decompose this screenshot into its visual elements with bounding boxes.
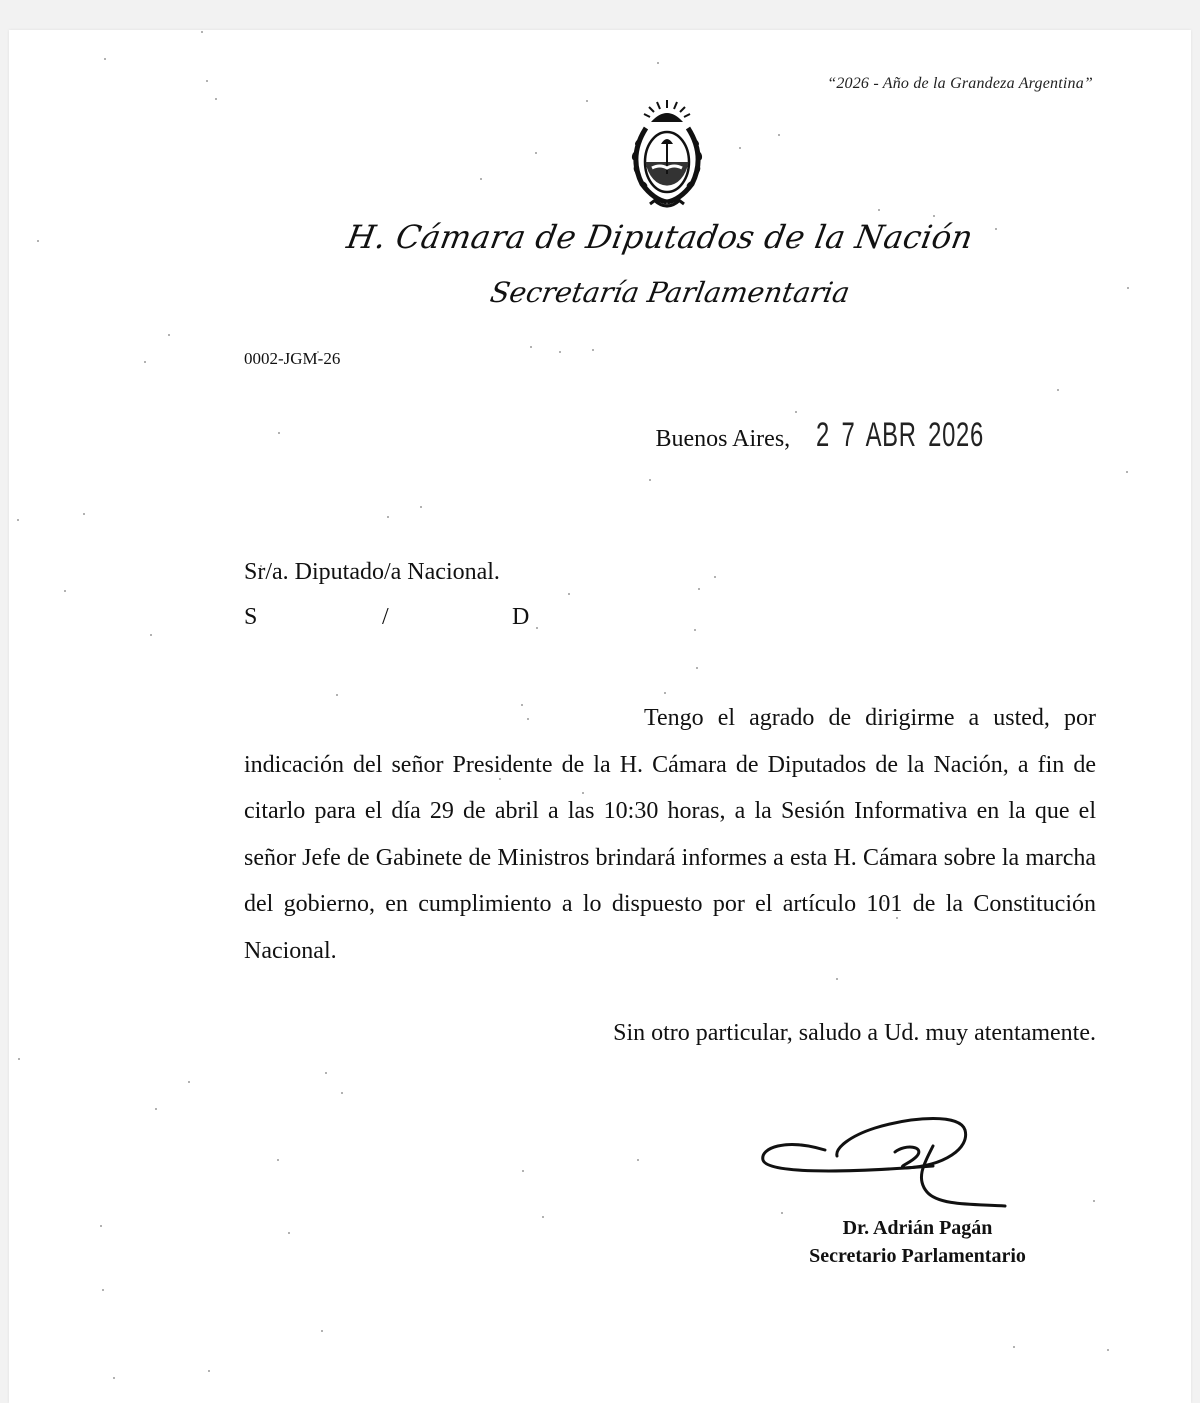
paper-speck [341,1092,343,1094]
handwritten-signature [755,1108,1025,1218]
paper-speck [1013,1346,1015,1348]
reference-number: 0002-JGM-26 [244,349,341,368]
paper-speck [201,31,203,33]
paper-speck [1127,287,1129,289]
paper-speck [206,80,208,82]
paper-speck [542,1216,544,1218]
date-stamp: 2 7 ABR 2026 [816,416,985,454]
year-motto: “2026 - Año de la Grandeza Argentina” [827,75,1093,92]
paper-speck [649,479,651,481]
paper-speck [696,667,698,669]
letter-body: Tengo el agrado de dirigirme a usted, por indicación del señor Presidente de la H. Cámara de Diputados de la Nación, a fin de citarlo para el día 29 de abril a las 10:30 horas, a la Sesión Informativa en la que el señor Jefe de Gabinete de Ministros brindará informes a esta H. Cámara sobre la marcha del gobierno, en cumplimiento a lo dispuesto por el artículo 101 de la Constitución Nacional. [244,705,1096,964]
paper-speck [698,588,700,590]
paper-speck [530,346,532,348]
paper-speck [100,1225,102,1227]
paper-speck [113,1377,115,1379]
paper-speck [102,1289,104,1291]
closing-line: Sin otro particular, saludo a Ud. muy atentamente. [613,1020,1096,1046]
paper-speck [535,152,537,154]
department-name: Secretaría Parlamentaria [487,276,853,309]
paper-speck [586,100,588,102]
paper-speck [1107,1349,1109,1351]
paper-speck [150,634,152,636]
paper-speck [878,209,880,211]
paper-speck [536,627,538,629]
date-line [656,416,1057,455]
paper-speck [325,1072,327,1074]
paper-speck [714,576,716,578]
addressee-line: Sr/a. Diputado/a Nacional. [244,559,500,585]
institution-name: H. Cámara de Diputados de la Nación [343,218,977,256]
paper-speck [778,134,780,136]
paper-speck [1126,471,1128,473]
paper-speck [995,228,997,230]
paper-speck [795,411,797,413]
paper-speck [144,361,146,363]
paper-speck [657,62,659,64]
paper-speck [168,334,170,336]
signer-block [760,1214,1075,1270]
paper-speck [278,432,280,434]
paper-speck [1093,1200,1095,1202]
paper-speck [18,1058,20,1060]
paper-speck [215,98,217,100]
paper-speck [155,1108,157,1110]
paper-speck [592,349,594,351]
paper-speck [522,1170,524,1172]
paper-speck [420,506,422,508]
paper-speck [83,513,85,515]
paper-speck [1057,389,1059,391]
paper-speck [480,178,482,180]
paper-speck [739,147,741,149]
paper-speck [104,58,106,60]
signer-name: Dr. Adrián Pagán [842,1217,993,1239]
paper-speck [37,240,39,242]
city-label: Buenos Aires, [655,426,791,452]
paper-speck [188,1081,190,1083]
paper-speck [836,978,838,980]
paper-speck [637,1159,639,1161]
paper-speck [664,692,666,694]
sd-s: S [244,604,258,630]
paper-speck [694,629,696,631]
paper-speck [321,1330,323,1332]
paper-speck [559,351,561,353]
sd-d: D [512,604,530,630]
sd-slash: / [382,604,389,630]
paper-speck [208,1370,210,1372]
paper-speck [387,516,389,518]
paper-speck [568,593,570,595]
argentine-coat-of-arms-icon [624,96,710,214]
paper-speck [17,519,19,521]
paper-speck [288,1232,290,1234]
paper-speck [933,215,935,217]
paper-speck [277,1159,279,1161]
paper-speck [64,590,66,592]
signer-title: Secretario Parlamentario [809,1245,1026,1267]
